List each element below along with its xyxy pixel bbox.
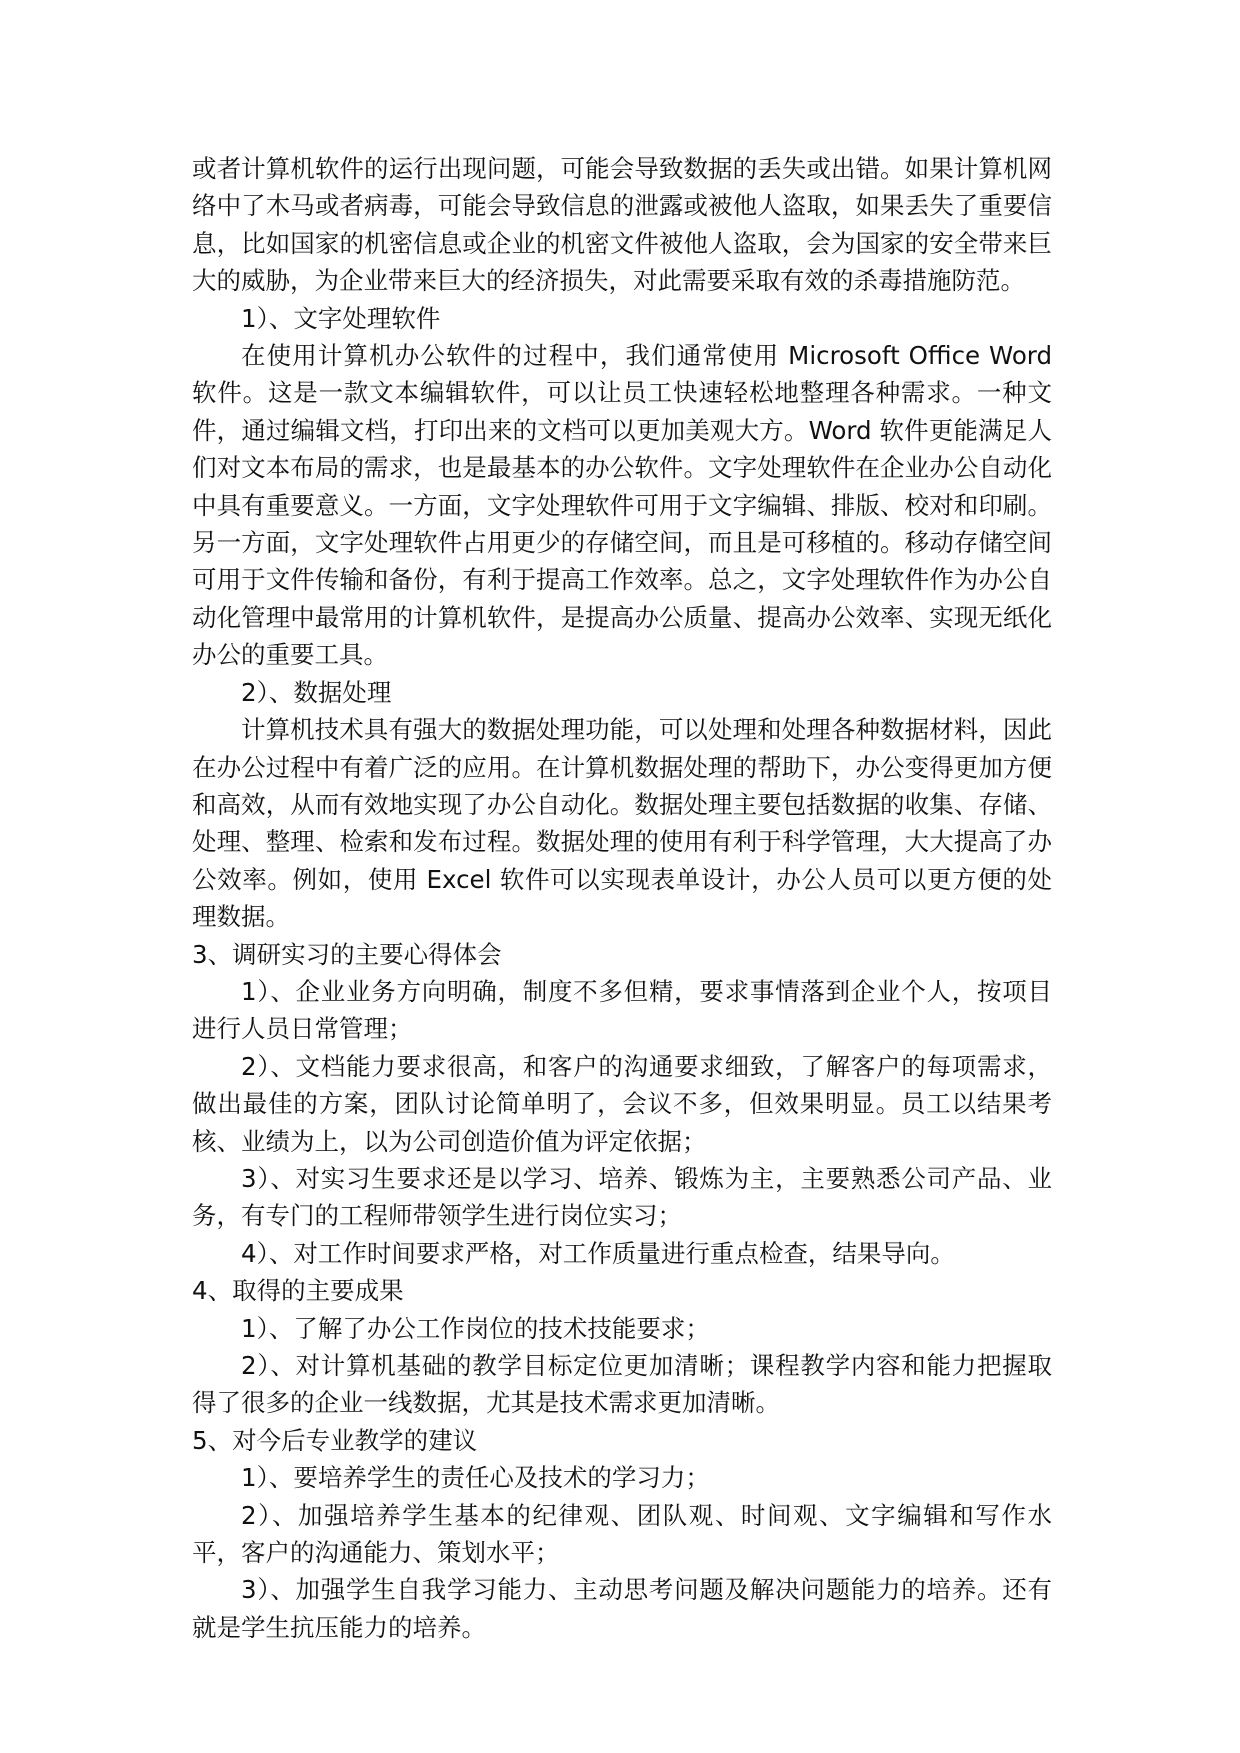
- list-item-experience-2: 2）、文档能力要求很高，和客户的沟通要求细致，了解客户的每项需求，做出最佳的方案，团队讨论简单明了，会议不多，但效果明显。员工以结果考核、业绩为上，以为公司创造价值为评定依据；: [192, 1051, 1052, 1156]
- paragraph-security-continuation: 或者计算机软件的运行出现问题，可能会导致数据的丢失或出错。如果计算机网络中了木马或者病毒，可能会导致信息的泄露或被他人盗取，如果丢失了重要信息，比如国家的机密信息或企业的机密文件被他人盗取，会为国家的安全带来巨大的威胁，为企业带来巨大的经济损失，对此需要采取有效的杀毒措施防范。: [192, 154, 1052, 296]
- list-item-experience-3: 3）、对实习生要求还是以学习、培养、锻炼为主，主要熟悉公司产品、业务，有专门的工程师带领学生进行岗位实习；: [192, 1163, 1052, 1231]
- paragraph-data-processing: 计算机技术具有强大的数据处理功能，可以处理和处理各种数据材料，因此在办公过程中有着广泛的应用。在计算机数据处理的帮助下，办公变得更加方便和高效，从而有效地实现了办公自动化。数据处理主要包括数据的收集、存储、处理、整理、检索和发布过程。数据处理的使用有利于科学管理，大大提高了办公效率。例如，使用 Excel 软件可以实现表单设计，办公人员可以更方便的处理数据。: [192, 715, 1052, 932]
- list-item-suggestions-3: 3）、加强学生自我学习能力、主动思考问题及解决问题能力的培养。还有就是学生抗压能力的培养。: [192, 1575, 1052, 1642]
- document-page: [192, 150, 1052, 1646]
- list-item-suggestions-1: 1）、要培养学生的责任心及技术的学习力；: [241, 1463, 710, 1493]
- section-heading-suggestions: 5、对今后专业教学的建议: [192, 1425, 478, 1455]
- list-item-suggestions-2: 2）、加强培养学生基本的纪律观、团队观、时间观、文字编辑和写作水平，客户的沟通能力、策划水平；: [192, 1500, 1052, 1568]
- list-item-experience-1: 1）、企业业务方向明确，制度不多但精，要求事情落到企业个人，按项目进行人员日常管理；: [192, 976, 1052, 1044]
- list-item-results-2: 2）、对计算机基础的教学目标定位更加清晰；课程教学内容和能力把握取得了很多的企业一线数据，尤其是技术需求更加清晰。: [192, 1351, 1052, 1418]
- paragraph-word-processing: 在使用计算机办公软件的过程中，我们通常使用 Microsoft Office Word 软件。这是一款文本编辑软件，可以让员工快速轻松地整理各种需求。一种文件，通过编辑文档，打印出来的文档可以更加美观大方。Word 软件更能满足人们对文本布局的需求，也是最基本的办公软件。文字处理软件在企业办公自动化中具有重要意义。一方面，文字处理软件可用于文字编辑、排版、校对和印刷。另一方面，文字处理软件占用更少的存储空间，而且是可移植的。移动存储空间可用于文件传输和备份，有利于提高工作效率。总之，文字处理软件作为办公自动化管理中最常用的计算机软件，是提高办公质量、提高办公效率、实现无纸化办公的重要工具。: [192, 341, 1052, 670]
- list-item-results-1: 1）、了解了办公工作岗位的技术技能要求；: [241, 1313, 710, 1343]
- subheading-data-processing: 2）、数据处理: [241, 677, 392, 707]
- subheading-word-processing: 1）、文字处理软件: [241, 303, 441, 333]
- section-heading-results: 4、取得的主要成果: [192, 1276, 404, 1306]
- section-heading-experience: 3、调研实习的主要心得体会: [192, 939, 502, 969]
- list-item-experience-4: 4）、对工作时间要求严格，对工作质量进行重点检查，结果导向。: [241, 1238, 955, 1268]
